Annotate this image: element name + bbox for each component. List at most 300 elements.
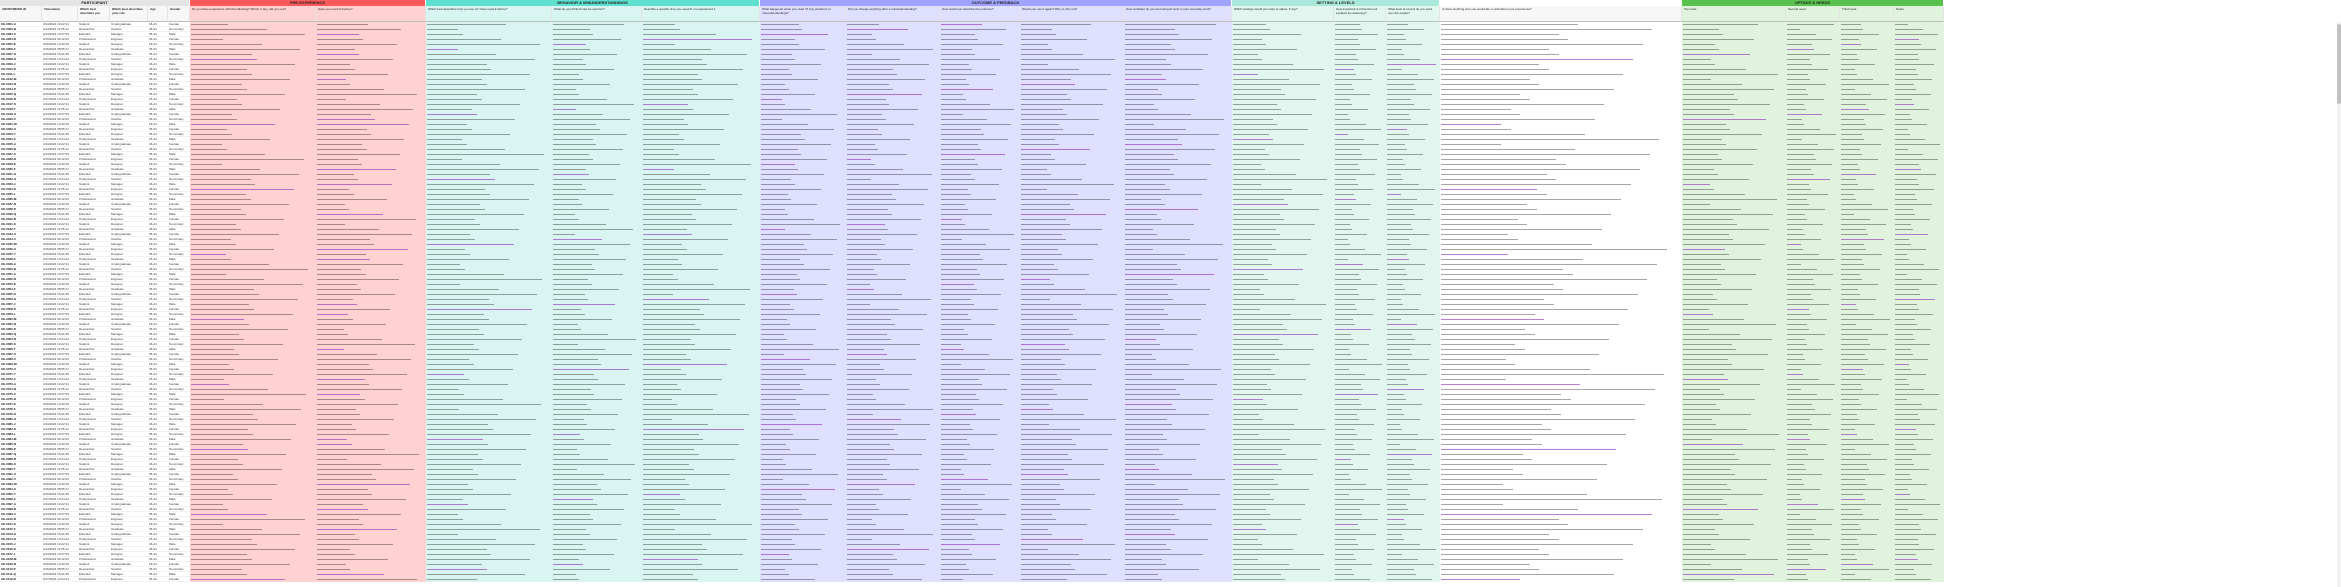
table-cell[interactable]: Manager bbox=[110, 392, 148, 397]
table-cell[interactable]: Non-binary bbox=[168, 432, 190, 437]
participant-id-cell[interactable]: CE-0083-L bbox=[0, 432, 42, 437]
table-cell[interactable]: 35-44 bbox=[148, 272, 168, 277]
table-cell[interactable]: 3/16/2024 08:55:17 bbox=[42, 127, 78, 132]
table-cell[interactable]: 18-24 bbox=[148, 62, 168, 67]
table-cell[interactable]: Teacher bbox=[110, 117, 148, 122]
table-cell[interactable]: 3/16/2024 16:21:09 bbox=[42, 372, 78, 377]
table-cell[interactable]: Student bbox=[78, 542, 110, 547]
table-cell[interactable]: Engineer bbox=[110, 157, 148, 162]
participant-id-cell[interactable]: CE-0022-X bbox=[0, 127, 42, 132]
table-cell[interactable]: 3/15/2024 09:12:03 bbox=[42, 557, 78, 562]
table-cell[interactable]: 35-44 bbox=[148, 372, 168, 377]
table-cell[interactable]: 18-24 bbox=[148, 282, 168, 287]
table-cell[interactable]: 25-34 bbox=[148, 397, 168, 402]
participant-id-cell[interactable]: CE-0027-C bbox=[0, 152, 42, 157]
table-cell[interactable]: Professional bbox=[78, 477, 110, 482]
table-cell[interactable]: Male bbox=[168, 557, 190, 562]
table-cell[interactable]: Engineer bbox=[110, 337, 148, 342]
table-cell[interactable]: Professional bbox=[78, 337, 110, 342]
table-cell[interactable]: Student bbox=[78, 302, 110, 307]
table-cell[interactable]: Designer bbox=[110, 162, 148, 167]
table-cell[interactable]: 3/14/2024 13:47:55 bbox=[42, 192, 78, 197]
table-cell[interactable]: 18-24 bbox=[148, 22, 168, 27]
table-cell[interactable]: 3/15/2024 14:30:40 bbox=[42, 362, 78, 367]
table-cell[interactable]: 45-54 bbox=[148, 347, 168, 352]
table-cell[interactable]: 3/15/2024 09:12:03 bbox=[42, 197, 78, 202]
table-cell[interactable]: Graduate bbox=[110, 497, 148, 502]
table-cell[interactable]: Graduate bbox=[110, 167, 148, 172]
table-cell[interactable]: Female bbox=[168, 322, 190, 327]
table-cell[interactable]: Graduate bbox=[110, 317, 148, 322]
participant-id-cell[interactable]: CE-0002-B bbox=[0, 27, 42, 32]
table-cell[interactable]: Professional bbox=[78, 57, 110, 62]
participant-id-cell[interactable]: CE-0096-Z bbox=[0, 497, 42, 502]
table-cell[interactable]: 35-44 bbox=[148, 72, 168, 77]
table-cell[interactable]: Researcher bbox=[78, 487, 110, 492]
table-cell[interactable]: Teacher bbox=[110, 507, 148, 512]
table-cell[interactable]: 45-54 bbox=[148, 47, 168, 52]
table-cell[interactable]: Researcher bbox=[78, 347, 110, 352]
table-cell[interactable]: 25-34 bbox=[148, 497, 168, 502]
table-cell[interactable]: 35-44 bbox=[148, 512, 168, 517]
table-cell[interactable]: 35-44 bbox=[148, 572, 168, 577]
table-cell[interactable]: 3/17/2024 12:04:44 bbox=[42, 537, 78, 542]
table-cell[interactable]: 3/16/2024 08:55:17 bbox=[42, 407, 78, 412]
table-cell[interactable]: Non-binary bbox=[168, 147, 190, 152]
table-cell[interactable]: Manager bbox=[110, 152, 148, 157]
participant-id-cell[interactable]: CE-0059-L bbox=[0, 312, 42, 317]
table-cell[interactable]: Non-binary bbox=[168, 87, 190, 92]
participant-id-cell[interactable]: CE-0004-D bbox=[0, 37, 42, 42]
table-cell[interactable]: Designer bbox=[110, 372, 148, 377]
table-cell[interactable]: Professional bbox=[78, 537, 110, 542]
participant-id-cell[interactable]: CE-0024-Z bbox=[0, 137, 42, 142]
table-cell[interactable]: Educator bbox=[78, 72, 110, 77]
table-cell[interactable]: Graduate bbox=[110, 227, 148, 232]
table-cell[interactable] bbox=[1020, 577, 1124, 582]
table-cell[interactable]: 3/14/2024 13:47:55 bbox=[42, 152, 78, 157]
column-header[interactable]: Which best describes how you use AI / have used it before? bbox=[426, 6, 552, 22]
participant-id-cell[interactable]: CE-0063-Q bbox=[0, 332, 42, 337]
table-cell[interactable]: Educator bbox=[78, 192, 110, 197]
participant-id-cell[interactable]: CE-0010-K bbox=[0, 67, 42, 72]
table-cell[interactable]: Professional bbox=[78, 197, 110, 202]
table-cell[interactable]: 25-34 bbox=[148, 417, 168, 422]
column-header[interactable]: ANONYMIZED ID bbox=[0, 6, 42, 22]
table-cell[interactable]: 25-34 bbox=[148, 277, 168, 282]
table-cell[interactable]: Designer bbox=[110, 342, 148, 347]
table-cell[interactable]: Student bbox=[78, 362, 110, 367]
table-cell[interactable]: Graduate bbox=[110, 47, 148, 52]
table-cell[interactable]: Engineer bbox=[110, 517, 148, 522]
table-cell[interactable]: Female bbox=[168, 37, 190, 42]
table-cell[interactable]: Educator bbox=[78, 352, 110, 357]
table-cell[interactable]: 18-24 bbox=[148, 162, 168, 167]
table-cell[interactable]: 3/14/2024 13:47:55 bbox=[42, 352, 78, 357]
table-cell[interactable]: Engineer bbox=[110, 277, 148, 282]
table-cell[interactable]: 3/14/2024 10:22:31 bbox=[42, 462, 78, 467]
table-cell[interactable]: Professional bbox=[78, 457, 110, 462]
table-cell[interactable]: Engineer bbox=[110, 427, 148, 432]
table-cell[interactable]: Non-binary bbox=[168, 42, 190, 47]
column-header[interactable]: Which best describes your role bbox=[110, 6, 148, 22]
participant-id-cell[interactable]: CE-0102-F bbox=[0, 527, 42, 532]
column-header[interactable]: Which settings would you want to adjust, if any? bbox=[1232, 6, 1334, 22]
table-cell[interactable]: Manager bbox=[110, 212, 148, 217]
table-cell[interactable]: Professional bbox=[78, 557, 110, 562]
table-cell[interactable]: 3/17/2024 12:04:44 bbox=[42, 377, 78, 382]
table-cell[interactable]: Engineer bbox=[110, 547, 148, 552]
table-cell[interactable]: Non-binary bbox=[168, 447, 190, 452]
table-cell[interactable]: Teacher bbox=[110, 357, 148, 362]
table-cell[interactable]: Student bbox=[78, 42, 110, 47]
table-cell[interactable]: Graduate bbox=[110, 137, 148, 142]
participant-id-cell[interactable]: CE-0005-E bbox=[0, 42, 42, 47]
table-cell[interactable]: Student bbox=[78, 382, 110, 387]
table-cell[interactable]: 35-44 bbox=[148, 432, 168, 437]
participant-id-cell[interactable]: CE-0095-Y bbox=[0, 492, 42, 497]
table-cell[interactable]: Non-binary bbox=[168, 162, 190, 167]
column-header[interactable]: Gender bbox=[168, 6, 190, 22]
table-cell[interactable]: 3/17/2024 12:04:44 bbox=[42, 257, 78, 262]
table-cell[interactable]: Teacher bbox=[110, 327, 148, 332]
participant-id-cell[interactable]: CE-0089-S bbox=[0, 462, 42, 467]
table-cell[interactable]: 3/15/2024 14:30:40 bbox=[42, 42, 78, 47]
table-cell[interactable]: Designer bbox=[110, 432, 148, 437]
table-cell[interactable]: 35-44 bbox=[148, 492, 168, 497]
participant-id-cell[interactable]: CE-0011-L bbox=[0, 72, 42, 77]
column-header[interactable]: Which best describes you bbox=[78, 6, 110, 22]
table-cell[interactable]: Student bbox=[78, 482, 110, 487]
participant-id-cell[interactable]: CE-0103-G bbox=[0, 532, 42, 537]
table-cell[interactable]: Undergraduate bbox=[110, 292, 148, 297]
participant-id-cell[interactable]: CE-0082-K bbox=[0, 427, 42, 432]
participant-id-cell[interactable]: CE-0090-T bbox=[0, 467, 42, 472]
table-cell[interactable]: 18-24 bbox=[148, 202, 168, 207]
table-cell[interactable]: Designer bbox=[110, 42, 148, 47]
table-cell[interactable]: Student bbox=[78, 462, 110, 467]
table-cell[interactable]: Undergraduate bbox=[110, 442, 148, 447]
table-cell[interactable]: 18-24 bbox=[148, 302, 168, 307]
table-cell[interactable]: Male bbox=[168, 212, 190, 217]
table-cell[interactable]: Designer bbox=[110, 252, 148, 257]
table-cell[interactable]: Teacher bbox=[110, 177, 148, 182]
table-cell[interactable]: 3/14/2024 10:22:31 bbox=[42, 502, 78, 507]
table-cell[interactable]: Female bbox=[168, 532, 190, 537]
table-cell[interactable]: Manager bbox=[110, 482, 148, 487]
table-cell[interactable]: 3/15/2024 14:30:40 bbox=[42, 562, 78, 567]
participant-id-cell[interactable]: CE-0106-K bbox=[0, 547, 42, 552]
column-header[interactable]: Notes bbox=[1894, 6, 1944, 22]
table-cell[interactable]: Researcher bbox=[78, 127, 110, 132]
table-cell[interactable]: Graduate bbox=[110, 437, 148, 442]
table-cell[interactable]: Male bbox=[168, 392, 190, 397]
table-cell[interactable]: Designer bbox=[110, 282, 148, 287]
table-cell[interactable]: Professional bbox=[78, 117, 110, 122]
table-cell[interactable]: Engineer bbox=[110, 217, 148, 222]
table-cell[interactable]: Non-binary bbox=[168, 417, 190, 422]
table-cell[interactable]: 3/17/2024 12:04:44 bbox=[42, 137, 78, 142]
table-cell[interactable]: 3/15/2024 09:12:03 bbox=[42, 277, 78, 282]
table-cell[interactable]: Manager bbox=[110, 512, 148, 517]
table-cell[interactable]: 18-24 bbox=[148, 242, 168, 247]
table-cell[interactable]: Engineer bbox=[110, 67, 148, 72]
participant-id-cell[interactable]: CE-0098-B bbox=[0, 507, 42, 512]
table-cell[interactable]: 3/16/2024 16:21:09 bbox=[42, 172, 78, 177]
table-cell[interactable]: 3/15/2024 09:12:03 bbox=[42, 397, 78, 402]
table-cell[interactable]: Manager bbox=[110, 122, 148, 127]
table-cell[interactable]: Student bbox=[78, 222, 110, 227]
table-cell[interactable]: 45-54 bbox=[148, 547, 168, 552]
table-cell[interactable] bbox=[1124, 577, 1232, 582]
table-cell[interactable]: 35-44 bbox=[148, 112, 168, 117]
column-header[interactable]: Timestamp bbox=[42, 6, 78, 22]
table-cell[interactable]: Male bbox=[168, 77, 190, 82]
table-cell[interactable]: Educator bbox=[78, 392, 110, 397]
table-cell[interactable]: 18-24 bbox=[148, 402, 168, 407]
participant-id-cell[interactable]: CE-0112-R bbox=[0, 577, 42, 582]
table-cell[interactable]: 3/14/2024 10:22:31 bbox=[42, 542, 78, 547]
table-cell[interactable]: 3/14/2024 10:22:31 bbox=[42, 302, 78, 307]
table-cell[interactable]: Non-binary bbox=[168, 507, 190, 512]
table-cell[interactable]: 3/17/2024 12:04:44 bbox=[42, 97, 78, 102]
table-cell[interactable]: 45-54 bbox=[148, 527, 168, 532]
table-cell[interactable]: 3/16/2024 08:55:17 bbox=[42, 527, 78, 532]
table-cell[interactable]: Professional bbox=[78, 517, 110, 522]
table-cell[interactable] bbox=[642, 577, 760, 582]
table-cell[interactable]: 3/14/2024 13:47:55 bbox=[42, 112, 78, 117]
table-cell[interactable]: Manager bbox=[110, 362, 148, 367]
participant-id-cell[interactable]: CE-0037-N bbox=[0, 202, 42, 207]
table-cell[interactable]: 18-24 bbox=[148, 482, 168, 487]
column-header[interactable]: Have you used AI before? bbox=[316, 6, 426, 22]
table-cell[interactable]: Educator bbox=[78, 552, 110, 557]
participant-id-cell[interactable]: CE-0085-N bbox=[0, 442, 42, 447]
participant-id-cell[interactable]: CE-0041-S bbox=[0, 222, 42, 227]
table-cell[interactable]: 45-54 bbox=[148, 187, 168, 192]
table-cell[interactable]: Engineer bbox=[110, 37, 148, 42]
table-cell[interactable]: Educator bbox=[78, 532, 110, 537]
participant-id-cell[interactable]: CE-0080-H bbox=[0, 417, 42, 422]
table-cell[interactable]: Professional bbox=[78, 277, 110, 282]
table-cell[interactable]: Student bbox=[78, 422, 110, 427]
table-cell[interactable]: Teacher bbox=[110, 537, 148, 542]
table-cell[interactable]: 18-24 bbox=[148, 562, 168, 567]
table-cell[interactable]: Student bbox=[78, 202, 110, 207]
table-cell[interactable]: 3/14/2024 11:05:12 bbox=[42, 107, 78, 112]
table-cell[interactable]: 3/14/2024 11:05:12 bbox=[42, 27, 78, 32]
participant-id-cell[interactable]: CE-0016-R bbox=[0, 97, 42, 102]
table-cell[interactable]: Researcher bbox=[78, 227, 110, 232]
table-cell[interactable]: 3/16/2024 16:21:09 bbox=[42, 452, 78, 457]
table-cell[interactable]: Professional bbox=[78, 417, 110, 422]
table-cell[interactable]: Non-binary bbox=[168, 222, 190, 227]
table-cell[interactable]: 3/15/2024 14:30:40 bbox=[42, 482, 78, 487]
table-cell[interactable]: 3/14/2024 11:05:12 bbox=[42, 147, 78, 152]
table-cell[interactable]: Student bbox=[78, 402, 110, 407]
table-cell[interactable]: Male bbox=[168, 182, 190, 187]
table-cell[interactable]: Designer bbox=[110, 552, 148, 557]
table-cell[interactable]: Female bbox=[168, 382, 190, 387]
table-cell[interactable]: 18-24 bbox=[148, 142, 168, 147]
table-cell[interactable]: 35-44 bbox=[148, 232, 168, 237]
table-cell[interactable]: Female bbox=[168, 157, 190, 162]
participant-id-cell[interactable]: CE-0012-M bbox=[0, 77, 42, 82]
table-cell[interactable]: Designer bbox=[110, 72, 148, 77]
participant-id-cell[interactable]: CE-0046-X bbox=[0, 247, 42, 252]
table-cell[interactable]: Undergraduate bbox=[110, 112, 148, 117]
participant-id-cell[interactable]: CE-0093-W bbox=[0, 482, 42, 487]
table-cell[interactable]: 25-34 bbox=[148, 217, 168, 222]
table-cell[interactable]: 45-54 bbox=[148, 67, 168, 72]
participant-id-cell[interactable]: CE-0069-W bbox=[0, 362, 42, 367]
table-cell[interactable]: 3/16/2024 08:55:17 bbox=[42, 487, 78, 492]
table-cell[interactable]: Engineer bbox=[110, 487, 148, 492]
table-cell[interactable]: Designer bbox=[110, 102, 148, 107]
table-cell[interactable]: Male bbox=[168, 482, 190, 487]
table-cell[interactable]: Male bbox=[168, 407, 190, 412]
table-cell[interactable]: Engineer bbox=[110, 127, 148, 132]
table-cell[interactable]: Professional bbox=[78, 357, 110, 362]
table-cell[interactable]: 3/14/2024 13:47:55 bbox=[42, 512, 78, 517]
table-cell[interactable]: 18-24 bbox=[148, 262, 168, 267]
table-cell[interactable]: Male bbox=[168, 257, 190, 262]
participant-id-cell[interactable]: CE-0108-M bbox=[0, 557, 42, 562]
table-cell[interactable]: Researcher bbox=[78, 307, 110, 312]
table-cell[interactable]: Male bbox=[168, 437, 190, 442]
table-cell[interactable]: Male bbox=[168, 62, 190, 67]
table-cell[interactable]: Female bbox=[168, 232, 190, 237]
table-cell[interactable]: 3/17/2024 12:04:44 bbox=[42, 57, 78, 62]
table-cell[interactable]: 3/14/2024 13:47:55 bbox=[42, 472, 78, 477]
table-cell[interactable]: Researcher bbox=[78, 167, 110, 172]
column-header[interactable]: How important is it that the tool explains its reasoning? bbox=[1334, 6, 1386, 22]
table-cell[interactable]: Male bbox=[168, 287, 190, 292]
table-cell[interactable]: Educator bbox=[78, 212, 110, 217]
participant-id-cell[interactable]: CE-0105-J bbox=[0, 542, 42, 547]
table-cell[interactable]: Educator bbox=[78, 132, 110, 137]
table-cell[interactable]: Educator bbox=[78, 512, 110, 517]
table-cell[interactable] bbox=[190, 577, 316, 582]
table-cell[interactable]: Manager bbox=[110, 32, 148, 37]
table-cell[interactable] bbox=[552, 577, 642, 582]
table-cell[interactable]: 25-34 bbox=[148, 317, 168, 322]
participant-id-cell[interactable]: CE-0055-G bbox=[0, 292, 42, 297]
table-cell[interactable]: 3/16/2024 08:55:17 bbox=[42, 287, 78, 292]
table-cell[interactable] bbox=[1232, 577, 1334, 582]
participant-id-cell[interactable]: CE-0094-X bbox=[0, 487, 42, 492]
table-cell[interactable]: Educator bbox=[78, 32, 110, 37]
participant-id-cell[interactable]: CE-0007-G bbox=[0, 52, 42, 57]
table-cell[interactable]: Undergraduate bbox=[110, 502, 148, 507]
table-cell[interactable] bbox=[1386, 577, 1440, 582]
table-cell[interactable]: Non-binary bbox=[168, 132, 190, 137]
participant-id-cell[interactable]: CE-0013-N bbox=[0, 82, 42, 87]
participant-id-cell[interactable]: CE-0009-J bbox=[0, 62, 42, 67]
table-cell[interactable]: Researcher bbox=[78, 147, 110, 152]
table-cell[interactable]: Non-binary bbox=[168, 57, 190, 62]
table-cell[interactable]: Female bbox=[168, 337, 190, 342]
table-cell[interactable]: Female bbox=[168, 172, 190, 177]
participant-id-cell[interactable]: CE-0034-K bbox=[0, 187, 42, 192]
table-cell[interactable]: Male bbox=[168, 332, 190, 337]
table-cell[interactable]: 25-34 bbox=[148, 97, 168, 102]
table-cell[interactable]: Female bbox=[168, 457, 190, 462]
table-cell[interactable]: 3/17/2024 12:04:44 bbox=[42, 337, 78, 342]
table-cell[interactable]: Non-binary bbox=[168, 372, 190, 377]
participant-id-cell[interactable]: CE-0039-Q bbox=[0, 212, 42, 217]
table-cell[interactable]: Researcher bbox=[78, 447, 110, 452]
participant-id-cell[interactable]: CE-0066-T bbox=[0, 347, 42, 352]
table-cell[interactable]: 25-34 bbox=[148, 257, 168, 262]
table-cell[interactable]: 35-44 bbox=[148, 332, 168, 337]
table-cell[interactable]: 18-24 bbox=[148, 422, 168, 427]
table-cell[interactable]: Female bbox=[168, 487, 190, 492]
participant-id-cell[interactable]: CE-0023-Y bbox=[0, 132, 42, 137]
table-cell[interactable]: 3/14/2024 11:05:12 bbox=[42, 387, 78, 392]
table-cell[interactable]: Graduate bbox=[110, 287, 148, 292]
table-cell[interactable]: 45-54 bbox=[148, 387, 168, 392]
table-cell[interactable]: 45-54 bbox=[148, 407, 168, 412]
column-header[interactable]: What level of control do you want over the output? bbox=[1386, 6, 1440, 22]
table-cell[interactable]: 3/17/2024 12:04:44 bbox=[42, 497, 78, 502]
table-cell[interactable]: Professional bbox=[78, 497, 110, 502]
table-cell[interactable]: Student bbox=[78, 142, 110, 147]
table-cell[interactable]: 3/16/2024 16:21:09 bbox=[42, 332, 78, 337]
table-cell[interactable]: 3/15/2024 14:30:40 bbox=[42, 442, 78, 447]
table-cell[interactable]: Educator bbox=[78, 252, 110, 257]
table-cell[interactable]: 35-44 bbox=[148, 132, 168, 137]
table-cell[interactable]: Designer bbox=[110, 222, 148, 227]
table-cell[interactable]: 45-54 bbox=[148, 487, 168, 492]
table-cell[interactable]: 3/16/2024 08:55:17 bbox=[42, 47, 78, 52]
column-header[interactable]: Age bbox=[148, 6, 168, 22]
participant-id-cell[interactable]: CE-0028-D bbox=[0, 157, 42, 162]
table-cell[interactable]: Male bbox=[168, 362, 190, 367]
table-cell[interactable]: Graduate bbox=[110, 407, 148, 412]
table-cell[interactable]: 3/17/2024 12:04:44 bbox=[42, 457, 78, 462]
table-cell[interactable]: Educator bbox=[78, 312, 110, 317]
table-cell[interactable]: 45-54 bbox=[148, 467, 168, 472]
table-cell[interactable]: Male bbox=[168, 122, 190, 127]
participant-id-cell[interactable]: CE-0104-H bbox=[0, 537, 42, 542]
table-cell[interactable]: Undergraduate bbox=[110, 532, 148, 537]
table-cell[interactable]: 3/16/2024 16:21:09 bbox=[42, 572, 78, 577]
table-cell[interactable]: 3/14/2024 13:47:55 bbox=[42, 552, 78, 557]
table-cell[interactable]: Teacher bbox=[110, 237, 148, 242]
table-cell[interactable]: Female bbox=[168, 67, 190, 72]
table-cell[interactable]: 18-24 bbox=[148, 82, 168, 87]
table-cell[interactable] bbox=[426, 577, 552, 582]
column-header[interactable]: How would you describe the outcome? bbox=[940, 6, 1020, 22]
table-cell[interactable]: Male bbox=[168, 542, 190, 547]
table-cell[interactable]: Undergraduate bbox=[110, 82, 148, 87]
column-header[interactable]: What do you think AI can be used for? bbox=[552, 6, 642, 22]
table-cell[interactable]: 25-34 bbox=[148, 297, 168, 302]
table-cell[interactable]: Female bbox=[168, 277, 190, 282]
table-cell[interactable]: 35-44 bbox=[148, 312, 168, 317]
table-cell[interactable]: Female bbox=[168, 217, 190, 222]
table-cell[interactable]: Engineer bbox=[110, 577, 148, 582]
table-cell[interactable]: Educator bbox=[78, 92, 110, 97]
table-cell[interactable]: 3/14/2024 10:22:31 bbox=[42, 262, 78, 267]
table-cell[interactable]: 3/15/2024 14:30:40 bbox=[42, 202, 78, 207]
table-cell[interactable]: 45-54 bbox=[148, 87, 168, 92]
table-cell[interactable]: 3/15/2024 09:12:03 bbox=[42, 117, 78, 122]
table-cell[interactable]: 18-24 bbox=[148, 322, 168, 327]
table-cell[interactable]: Professional bbox=[78, 157, 110, 162]
table-cell[interactable]: 3/15/2024 09:12:03 bbox=[42, 77, 78, 82]
